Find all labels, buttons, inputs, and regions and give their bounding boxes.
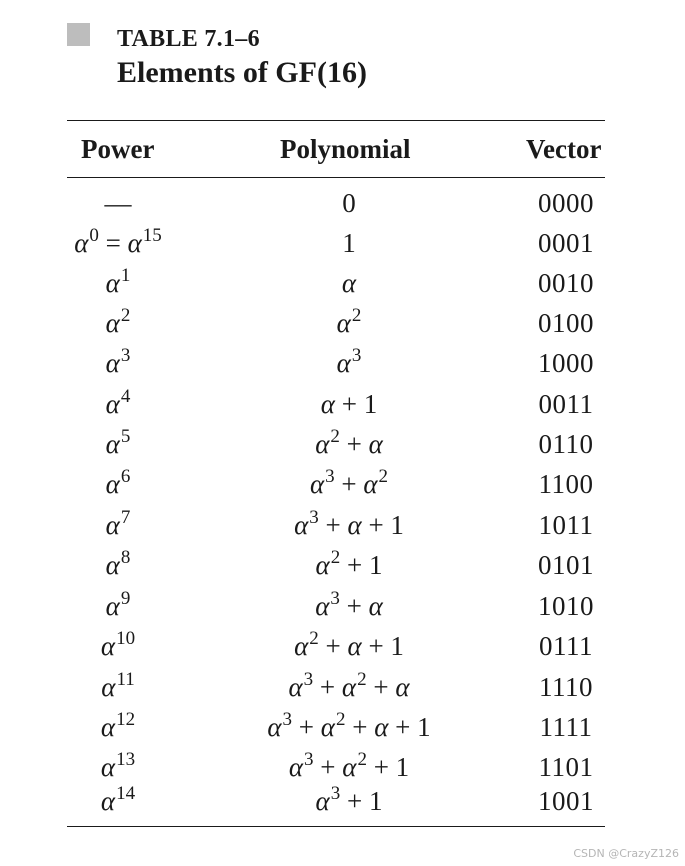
power-cell: $\alpha^8$ — [105, 547, 131, 580]
table-label: TABLE 7.1–6 — [117, 26, 260, 52]
table-row — [0, 263, 685, 303]
vector-cell: 1000 — [538, 348, 594, 378]
table-row — [0, 545, 685, 585]
power-cell: $\alpha^1$ — [105, 265, 131, 298]
power-cell: $\alpha^4$ — [105, 386, 131, 419]
power-cell: $\alpha^6$ — [105, 466, 131, 499]
polynomial-cell: $\alpha^3 + \alpha^2 + \alpha$ — [288, 669, 410, 702]
polynomial-cell: $\alpha^2 + \alpha$ — [315, 426, 383, 459]
polynomial-cell: α + 1 — [320, 389, 378, 419]
vector-cell: 0100 — [538, 308, 594, 338]
power-cell: — — [104, 188, 132, 218]
polynomial-cell: $\alpha^2 + 1$ — [315, 547, 383, 580]
table-row — [0, 505, 685, 545]
vector-cell: 1101 — [538, 752, 594, 782]
vector-cell: 0010 — [538, 268, 594, 298]
table-row — [0, 343, 685, 383]
vector-cell: 0000 — [538, 188, 594, 218]
polynomial-cell: 1 — [342, 228, 356, 258]
polynomial-cell: $\alpha^2$ — [336, 305, 362, 338]
vector-cell: 1001 — [538, 786, 594, 816]
polynomial-cell: $\alpha^3 + 1$ — [315, 783, 383, 816]
watermark: CSDN @CrazyZ126 — [573, 847, 679, 860]
polynomial-cell: $\alpha^3 + \alpha$ — [315, 588, 383, 621]
power-cell: $\alpha^7$ — [105, 507, 131, 540]
polynomial-cell: $\alpha^3 + \alpha^2 + 1$ — [288, 749, 410, 782]
table-row — [0, 667, 685, 707]
table-row — [0, 464, 685, 504]
power-cell: $\alpha^0 = \alpha^{15}$ — [74, 225, 162, 258]
polynomial-cell: $\alpha^2 + \alpha + 1$ — [294, 628, 404, 661]
header-vector: Vector — [526, 134, 602, 164]
polynomial-cell: $\alpha^3 + \alpha^2 + \alpha + 1$ — [267, 709, 431, 742]
polynomial-cell: 0 — [342, 188, 356, 218]
header-polynomial: Polynomial — [280, 134, 411, 164]
table-row — [0, 183, 685, 223]
table-row — [0, 223, 685, 263]
polynomial-cell: $\alpha^3 + \alpha^2$ — [309, 466, 389, 499]
vector-cell: 1010 — [538, 591, 594, 621]
polynomial-cell: $\alpha^3$ — [336, 345, 362, 378]
power-cell: $\alpha^5$ — [105, 426, 131, 459]
vector-cell: 1011 — [538, 510, 594, 540]
power-cell: $\alpha^3$ — [105, 345, 131, 378]
vector-cell: 0101 — [538, 550, 594, 580]
power-cell: $\alpha^9$ — [105, 588, 131, 621]
table-title: Elements of GF(16) — [117, 56, 367, 89]
table-row — [0, 781, 685, 821]
vector-cell: 0011 — [538, 389, 594, 419]
table-row — [0, 707, 685, 747]
header-power: Power — [81, 134, 155, 164]
power-cell: $\alpha^{12}$ — [100, 709, 136, 742]
table-row — [0, 303, 685, 343]
table-row — [0, 384, 685, 424]
power-cell: $\alpha^{11}$ — [101, 669, 135, 702]
vector-cell: 1111 — [539, 712, 593, 742]
power-cell: $\alpha^{13}$ — [100, 749, 136, 782]
power-cell: $\alpha^{14}$ — [100, 783, 136, 816]
vector-cell: 1110 — [539, 672, 593, 702]
table-row — [0, 424, 685, 464]
vector-cell: 1100 — [538, 469, 594, 499]
power-cell: $\alpha^{10}$ — [100, 628, 136, 661]
table-row — [0, 626, 685, 666]
bottom-rule — [67, 826, 605, 827]
polynomial-cell: $\alpha^3 + \alpha + 1$ — [294, 507, 404, 540]
vector-cell: 0111 — [539, 631, 593, 661]
power-cell: $\alpha^2$ — [105, 305, 131, 338]
vector-cell: 0001 — [538, 228, 594, 258]
polynomial-cell: α — [341, 268, 357, 298]
vector-cell: 0110 — [538, 429, 594, 459]
table-row — [0, 586, 685, 626]
